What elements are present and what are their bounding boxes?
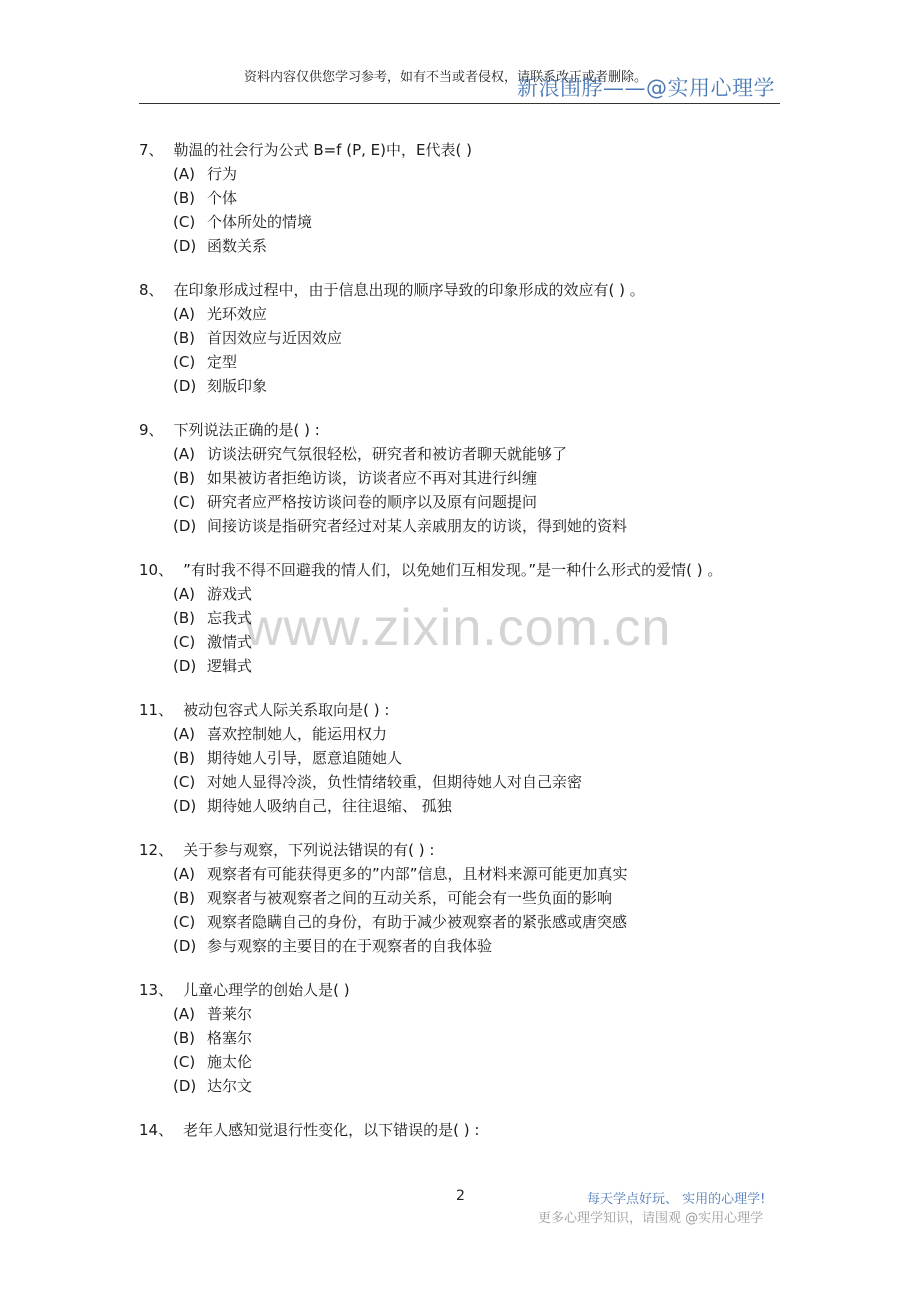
option-letter: (D) [173,237,197,255]
option-letter: (C) [173,353,196,371]
question-text: 儿童心理学的创始人是( ) [183,981,350,999]
option-letter: (A) [173,585,195,603]
page-number: 2 [456,1188,465,1204]
question-text: 老年人感知觉退行性变化，以下错误的是( ) : [183,1121,480,1139]
option-letter: (A) [173,445,195,463]
option-a [139,582,819,606]
question-stem [139,1118,819,1142]
option-c [139,770,819,794]
option-letter: (A) [173,865,195,883]
option-c [139,630,819,654]
option-letter: (A) [173,165,195,183]
question-text: 勒温的社会行为公式 B=f (P, E)中，E代表( ) [173,141,472,159]
question-stem [139,558,819,582]
option-b [139,186,819,210]
option-a [139,302,819,326]
question-13 [139,978,819,1098]
question-12 [139,838,819,958]
option-letter: (B) [173,469,195,487]
question-stem [139,978,819,1002]
option-text: 函数关系 [207,237,268,255]
option-c [139,210,819,234]
question-number: 9、 [139,421,164,439]
option-letter: (A) [173,725,195,743]
option-letter: (C) [173,1053,196,1071]
option-d [139,234,819,258]
option-letter: (A) [173,305,195,323]
question-7 [139,138,819,258]
option-text: 观察者有可能获得更多的”内部”信息，且材料来源可能更加真实 [207,865,628,883]
question-text: 关于参与观察，下列说法错误的有( ) : [183,841,435,859]
option-text: 激情式 [207,633,253,651]
option-letter: (C) [173,913,196,931]
option-a [139,722,819,746]
option-letter: (C) [173,773,196,791]
option-d [139,374,819,398]
option-letter: (D) [173,657,197,675]
option-text: 观察者隐瞒自己的身份，有助于减少被观察者的紧张感或唐突感 [207,913,628,931]
option-letter: (D) [173,937,197,955]
option-text: 达尔文 [207,1077,253,1095]
option-b [139,1026,819,1050]
option-a [139,862,819,886]
option-letter: (B) [173,1029,195,1047]
option-d [139,1074,819,1098]
question-stem [139,698,819,722]
question-8 [139,278,819,398]
option-text: 喜欢控制她人，能运用权力 [207,725,388,743]
option-text: 如果被访者拒绝访谈，访谈者应不再对其进行纠缠 [207,469,538,487]
question-text: 被动包容式人际关系取向是( ) : [183,701,390,719]
question-number: 11、 [139,701,174,719]
option-letter: (B) [173,189,195,207]
option-text: 格塞尔 [207,1029,253,1047]
option-letter: (B) [173,609,195,627]
question-stem [139,278,819,302]
question-number: 12、 [139,841,174,859]
question-number: 13、 [139,981,174,999]
option-text: 首因效应与近因效应 [207,329,343,347]
footer-slogan: 每天学点好玩、 实用的心理学! [587,1192,766,1207]
option-letter: (C) [173,493,196,511]
option-text: 游戏式 [207,585,253,603]
option-text: 逻辑式 [207,657,253,675]
question-10 [139,558,819,678]
option-letter: (B) [173,889,195,907]
question-number: 7、 [139,141,164,159]
option-text: 刻版印象 [207,377,268,395]
option-b [139,746,819,770]
option-text: 忘我式 [207,609,253,627]
option-d [139,514,819,538]
option-text: 个体 [207,189,238,207]
option-d [139,934,819,958]
option-letter: (D) [173,1077,197,1095]
question-number: 10、 [139,561,174,579]
option-b [139,326,819,350]
question-stem [139,418,819,442]
question-9 [139,418,819,538]
site-watermark: www.zixin.com.cn [245,599,672,657]
option-c [139,910,819,934]
question-text: ”有时我不得不回避我的情人们，以免她们互相发现。”是一种什么形式的爱情( ) 。 [183,561,723,579]
option-a [139,442,819,466]
option-a [139,162,819,186]
header-brand-watermark: 新浪围脖——@实用心理学 [517,76,775,100]
option-text: 间接访谈是指研究者经过对某人亲戚朋友的访谈，得到她的资料 [207,517,628,535]
option-b [139,606,819,630]
option-c [139,1050,819,1074]
option-letter: (C) [173,213,196,231]
option-text: 参与观察的主要目的在于观察者的自我体验 [207,937,493,955]
option-text: 个体所处的情境 [207,213,313,231]
option-text: 光环效应 [207,305,268,323]
option-text: 期待她人引导，愿意追随她人 [207,749,403,767]
option-letter: (B) [173,329,195,347]
question-text: 下列说法正确的是( ) : [173,421,320,439]
option-b [139,466,819,490]
header-disclaimer: 资料内容仅供您学习参考，如有不当或者侵权，请联系改正或者删除。 [244,70,648,85]
question-stem [139,838,819,862]
option-text: 定型 [207,353,238,371]
footer-more-info: 更多心理学知识，请围观 @实用心理学 [538,1211,764,1226]
option-text: 期待她人吸纳自己，往往退缩、 孤独 [207,797,452,815]
option-letter: (A) [173,1005,195,1023]
option-letter: (B) [173,749,195,767]
question-stem [139,138,819,162]
question-14 [139,1118,819,1142]
question-text: 在印象形成过程中，由于信息出现的顺序导致的印象形成的效应有( ) 。 [173,281,645,299]
question-11 [139,698,819,818]
option-letter: (D) [173,517,197,535]
question-list [139,138,819,1162]
option-text: 普莱尔 [207,1005,253,1023]
option-letter: (D) [173,377,197,395]
option-text: 观察者与被观察者之间的互动关系，可能会有一些负面的影响 [207,889,613,907]
header-divider [139,103,780,104]
option-letter: (C) [173,633,196,651]
option-text: 研究者应严格按访谈问卷的顺序以及原有问题提问 [207,493,538,511]
option-d [139,654,819,678]
option-a [139,1002,819,1026]
option-c [139,490,819,514]
option-d [139,794,819,818]
option-c [139,350,819,374]
option-b [139,886,819,910]
question-number: 14、 [139,1121,174,1139]
option-text: 对她人显得冷淡，负性情绪较重，但期待她人对自己亲密 [207,773,583,791]
option-letter: (D) [173,797,197,815]
option-text: 访谈法研究气氛很轻松，研究者和被访者聊天就能够了 [207,445,568,463]
option-text: 施太伦 [207,1053,253,1071]
question-number: 8、 [139,281,164,299]
option-text: 行为 [207,165,238,183]
